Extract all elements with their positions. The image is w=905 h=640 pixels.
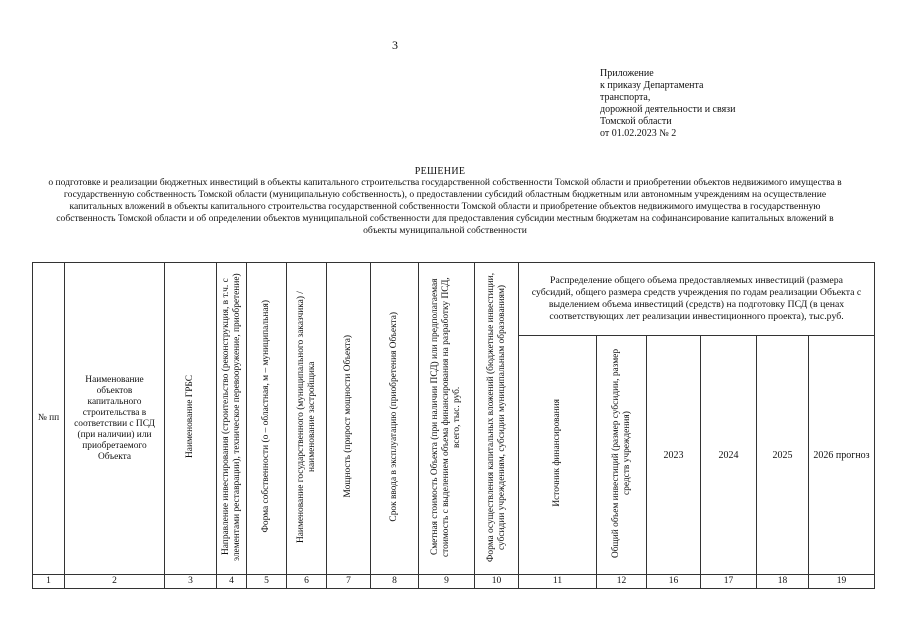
appendix-block [600,68,840,140]
column-number: 7 [327,575,371,589]
column-number: 18 [757,575,809,589]
column-number: 3 [165,575,217,589]
column-number: 5 [247,575,287,589]
header-total-investment: Общий объем инвестиций (размер субсидии, размер средств учреждения) [597,336,647,575]
column-number: 11 [519,575,597,589]
header-capacity: Мощность (прирост мощности Объекта) [327,263,371,575]
header-distribution-group: Распределение общего объема предоставляемых инвестиций (размера субсидий, общего размера средств учреждения по годам реализации Объекта с выделением объема инвестиций (средств) на подготовку ПСД (в ценах соответствующих лет реализации инвестиционного проекта), тыс.руб. [519,263,875,336]
appendix-line: Томской области [600,116,672,127]
header-investment-direction: Направление инвестирования (строительство (реконструкция, в т.ч. с элементами реставрации), техническое перевооружение, приобретение) [217,263,247,575]
appendix-line: дорожной деятельности и связи [600,104,736,115]
header-customer: Наименование государственного (муниципального заказчика) / наименование застройщика [287,263,327,575]
page-number: 3 [392,38,398,52]
appendix-line: транспорта, [600,92,651,103]
decision-table [32,262,875,589]
header-number: № пп [33,263,65,575]
column-number: 1 [33,575,65,589]
column-number: 19 [809,575,875,589]
column-number: 12 [597,575,647,589]
column-number-row [33,575,875,589]
column-number: 2 [65,575,165,589]
decision-table-wrapper [32,262,874,589]
appendix-line: к приказу Департамента [600,80,704,91]
column-number: 9 [419,575,475,589]
header-object-name: Наименование объектов капитального строительства в соответствии с ПСД (при наличии) или приобретаемого Объекта [65,263,165,575]
column-number: 8 [371,575,419,589]
column-number: 16 [647,575,701,589]
header-year-2024: 2024 [701,336,757,575]
header-year-2026-forecast: 2026 прогноз [809,336,875,575]
header-estimated-cost: Сметная стоимость Объекта (при наличии ПСД) или предполагаемая стоимость с выделением объема финансирования на разработку ПСД, всего, тыс. руб. [419,263,475,575]
header-ownership-form: Форма собственности (о – областная, м – муниципальная) [247,263,287,575]
header-year-2023: 2023 [647,336,701,575]
column-number: 6 [287,575,327,589]
document-subtitle: о подготовке и реализации бюджетных инвестиций в объекты капитального строительства государственной собственности Томской области и приобретении объектов недвижимого имущества в государственную собственность Томской области (муниципальную собственность), о предоставлении субсидий областным бюджетным или автономным учреждениям на осуществление капитальных вложений в объекты капитального строительства государственной собственности Томской области и приобретение объектов недвижимого имущества в государственную собственность Томской области и об определении объектов муниципальной собственности для предоставления субсидии местным бюджетам на софинансирование капитальных вложений в объекты муниципальной собственности [48,177,842,236]
header-funding-source: Источник финансирования [519,336,597,575]
column-number: 10 [475,575,519,589]
header-investment-form: Форма осуществления капитальных вложений (бюджетные инвестиции, субсидии учреждениям, субсидии муниципальным образованиям) [475,263,519,575]
header-year-2025: 2025 [757,336,809,575]
column-number: 17 [701,575,757,589]
appendix-line: Приложение [600,68,654,79]
column-number: 4 [217,575,247,589]
header-commissioning-date: Срок ввода в эксплуатацию (приобретения Объекта) [371,263,419,575]
document-title: РЕШЕНИЕ [414,166,466,177]
appendix-line: от 01.02.2023 № 2 [600,128,677,139]
header-grbs: Наименование ГРБС [165,263,217,575]
